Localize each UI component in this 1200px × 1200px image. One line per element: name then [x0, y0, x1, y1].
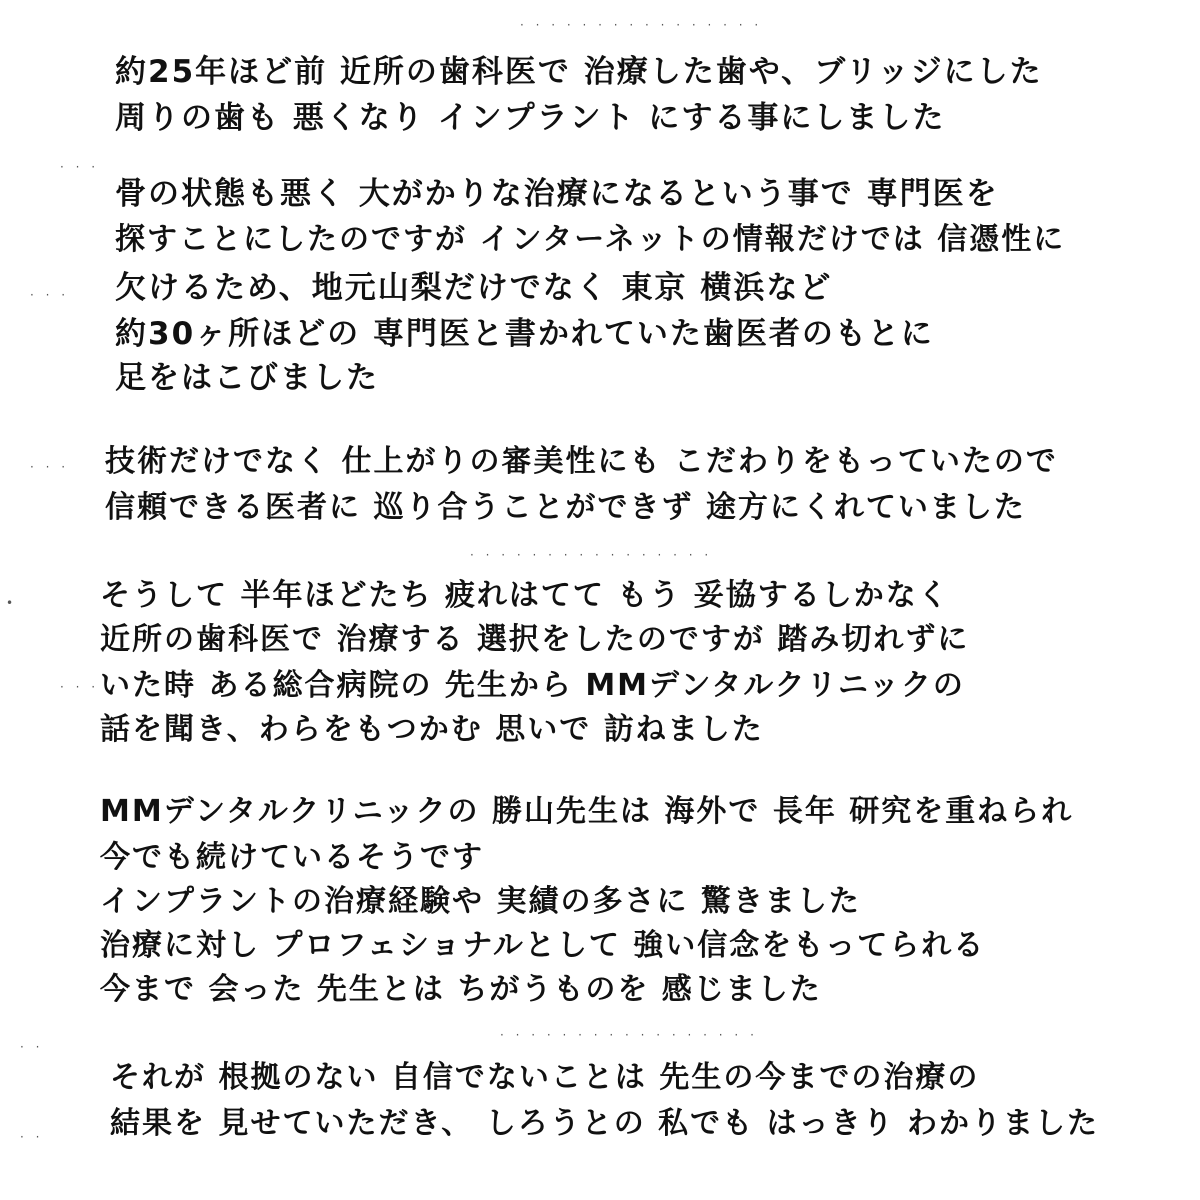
scan-noise: · · · · · · · · · · · · · · · ·: [470, 548, 713, 562]
letter-line: 約25年ほど前 近所の歯科医で 治療した歯や、ブリッジにした: [115, 54, 1043, 90]
letter-line: インプラントの治療経験や 実績の多さに 驚きました: [100, 884, 861, 919]
letter-line: 骨の状態も悪く 大がかりな治療になるという事で 専門医を: [115, 176, 999, 212]
scan-noise: · · ·: [30, 460, 70, 474]
letter-line: 欠けるため、地元山梨だけでなく 東京 横浜など: [115, 270, 833, 306]
letter-line: 話を聞き、わらをもつかむ 思いで 訪ねました: [100, 712, 764, 747]
letter-line: 信頼できる医者に 巡り合うことができず 途方にくれていました: [105, 490, 1026, 525]
scan-noise: · · ·: [60, 160, 100, 174]
letter-line: 今でも続けているそうです: [100, 840, 484, 875]
letter-line: 技術だけでなく 仕上がりの審美性にも こだわりをもっていたので: [105, 444, 1058, 479]
letter-line: 足をはこびました: [115, 360, 379, 396]
scan-noise: · · ·: [30, 288, 70, 302]
scan-noise: •: [6, 596, 18, 610]
letter-line: 今まで 会った 先生とは ちがうものを 感じました: [100, 972, 822, 1007]
letter-line: MMデンタルクリニックの 勝山先生は 海外で 長年 研究を重ねられ: [100, 794, 1074, 829]
scan-noise: · · · · · · · · · · · · · · · ·: [520, 18, 763, 32]
scan-noise: · · ·: [60, 680, 100, 694]
letter-line: 近所の歯科医で 治療する 選択をしたのですが 踏み切れずに: [100, 622, 970, 657]
scan-noise: · ·: [20, 1130, 44, 1144]
letter-line: 探すことにしたのですが インターネットの情報だけでは 信憑性に: [115, 222, 1066, 257]
scan-noise: · ·: [20, 1040, 44, 1054]
letter-line: そうして 半年ほどたち 疲れはてて もう 妥協するしかなく: [100, 578, 950, 613]
letter-line: 結果を 見せていただき、 しろうとの 私でも はっきり わかりました: [110, 1106, 1100, 1141]
letter-line: いた時 ある総合病院の 先生から MMデンタルクリニックの: [100, 668, 965, 703]
scan-noise: · · · · · · · · · · · · · · · · ·: [500, 1028, 758, 1042]
letter-line: 治療に対し プロフェショナルとして 強い信念をもってられる: [100, 928, 986, 963]
letter-line: それが 根拠のない 自信でないことは 先生の今までの治療の: [110, 1060, 980, 1095]
letter-line: 周りの歯も 悪くなり インプラント にする事にしました: [115, 100, 946, 136]
letter-line: 約30ヶ所ほどの 専門医と書かれていた歯医者のもとに: [115, 316, 934, 352]
